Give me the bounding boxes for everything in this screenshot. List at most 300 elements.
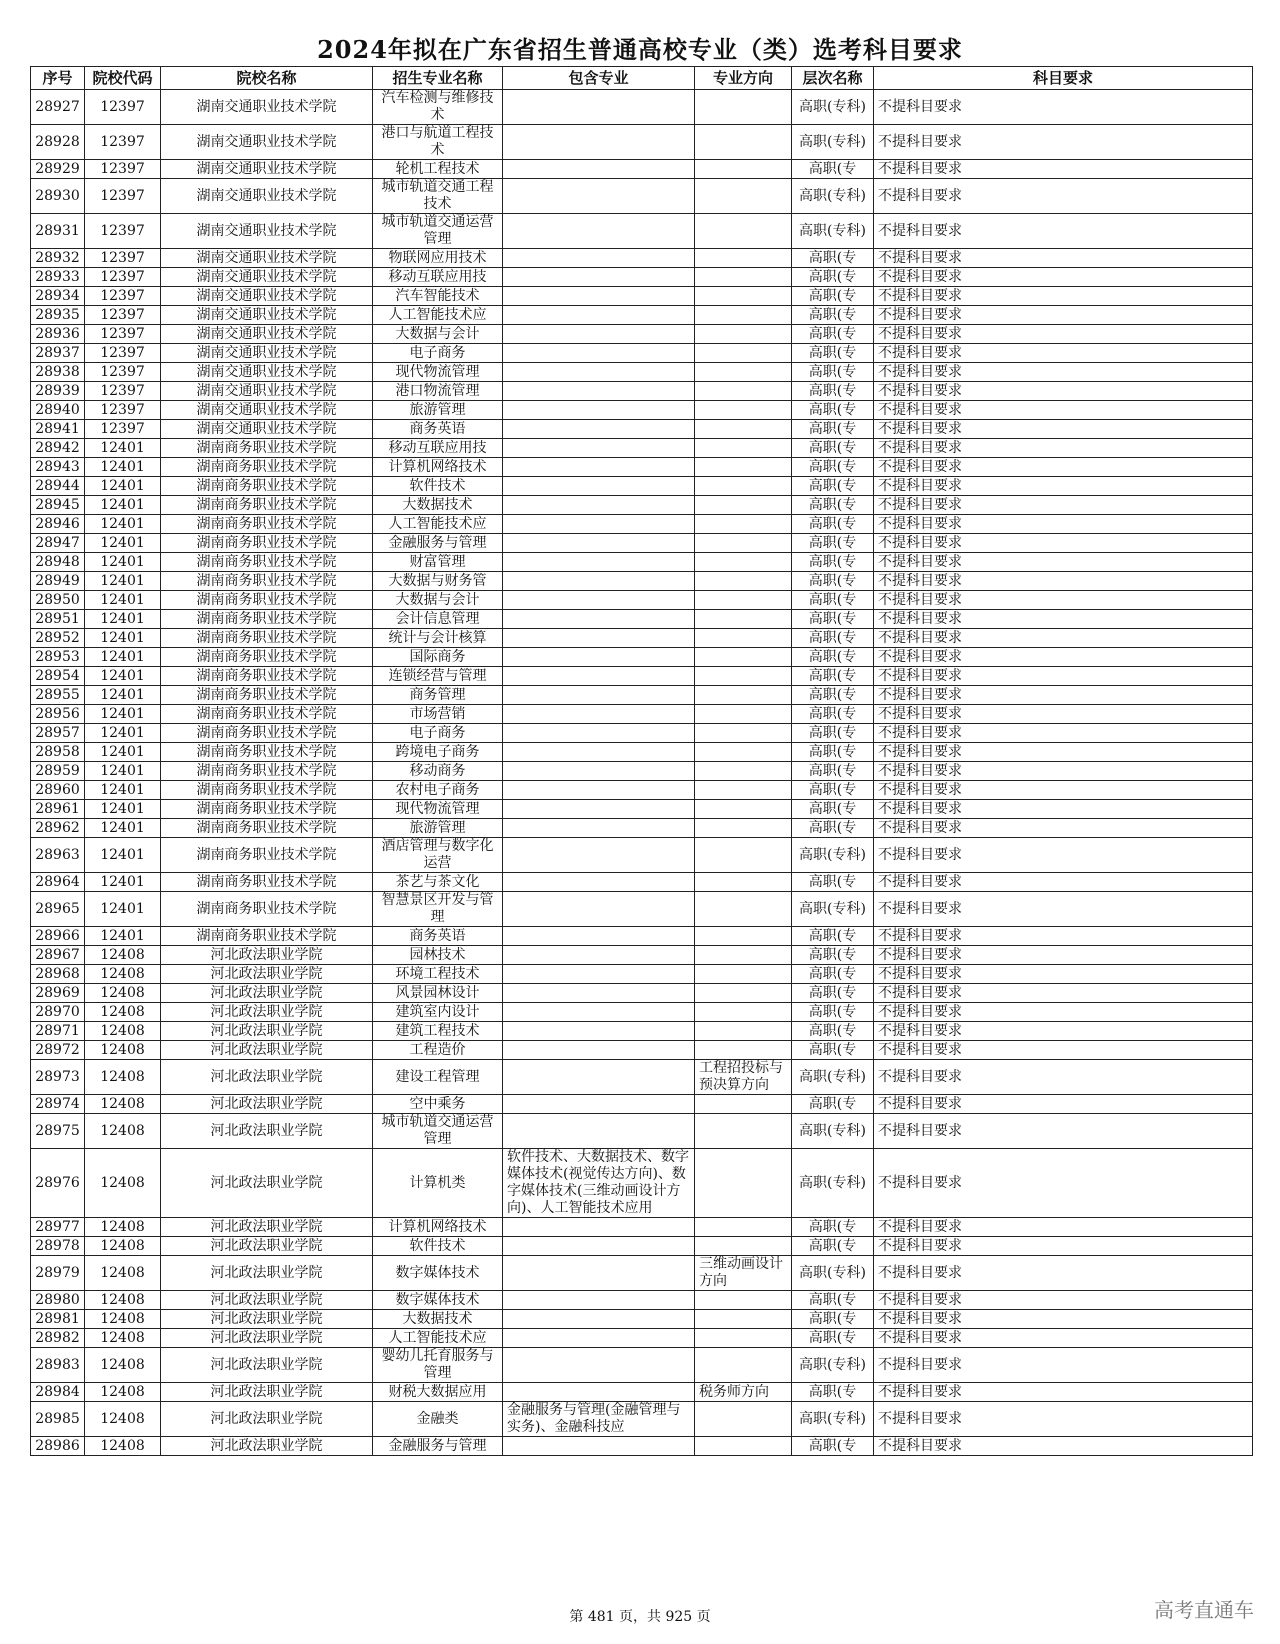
cell-included-majors (503, 214, 695, 249)
cell-included-majors (503, 724, 695, 743)
cell-included-majors (503, 90, 695, 125)
table-row (31, 1310, 1253, 1329)
cell-included-majors (503, 1041, 695, 1060)
cell-school-code: 12408 (85, 1218, 161, 1237)
cell-subject-requirement: 不提科目要求 (874, 629, 1253, 648)
cell-direction (695, 496, 792, 515)
cell-subject-requirement: 不提科目要求 (874, 743, 1253, 762)
header-included-majors: 包含专业 (503, 67, 695, 90)
cell-major-name: 财富管理 (373, 553, 503, 572)
cell-level: 高职(专科) (792, 90, 874, 125)
cell-school-code: 12401 (85, 800, 161, 819)
table-row (31, 214, 1253, 249)
cell-included-majors (503, 515, 695, 534)
cell-included-majors (503, 401, 695, 420)
cell-included-majors: 金融服务与管理(金融管理与实务)、金融科技应 (503, 1402, 695, 1437)
cell-subject-requirement: 不提科目要求 (874, 477, 1253, 496)
cell-school-name: 湖南商务职业技术学院 (161, 873, 373, 892)
cell-included-majors (503, 420, 695, 439)
cell-included-majors (503, 892, 695, 927)
table-row (31, 1218, 1253, 1237)
cell-level: 高职(专 (792, 160, 874, 179)
cell-major-name: 轮机工程技术 (373, 160, 503, 179)
cell-major-name: 港口与航道工程技术 (373, 125, 503, 160)
table-row (31, 515, 1253, 534)
cell-major-name: 数字媒体技术 (373, 1291, 503, 1310)
cell-school-code: 12408 (85, 1022, 161, 1041)
cell-school-code: 12401 (85, 458, 161, 477)
cell-level: 高职(专 (792, 306, 874, 325)
cell-school-code: 12397 (85, 90, 161, 125)
cell-included-majors (503, 439, 695, 458)
cell-major-name: 连锁经营与管理 (373, 667, 503, 686)
page-footer: 第 481 页，共 925 页 (569, 1609, 711, 1625)
cell-index: 28955 (31, 686, 85, 705)
cell-major-name: 计算机类 (373, 1149, 503, 1218)
cell-subject-requirement: 不提科目要求 (874, 1383, 1253, 1402)
cell-included-majors (503, 363, 695, 382)
cell-school-code: 12401 (85, 477, 161, 496)
cell-index: 28950 (31, 591, 85, 610)
cell-school-name: 河北政法职业学院 (161, 1402, 373, 1437)
cell-level: 高职(专 (792, 534, 874, 553)
cell-direction (695, 1402, 792, 1437)
cell-direction (695, 1149, 792, 1218)
cell-included-majors (503, 1095, 695, 1114)
cell-major-name: 大数据技术 (373, 496, 503, 515)
cell-index: 28974 (31, 1095, 85, 1114)
cell-subject-requirement: 不提科目要求 (874, 838, 1253, 873)
table-row (31, 838, 1253, 873)
cell-major-name: 跨境电子商务 (373, 743, 503, 762)
cell-school-code: 12401 (85, 591, 161, 610)
cell-level: 高职(专 (792, 458, 874, 477)
cell-level: 高职(专 (792, 965, 874, 984)
cell-level: 高职(专 (792, 1437, 874, 1456)
cell-included-majors (503, 344, 695, 363)
cell-direction (695, 420, 792, 439)
cell-school-code: 12397 (85, 401, 161, 420)
cell-subject-requirement: 不提科目要求 (874, 1237, 1253, 1256)
cell-index: 28935 (31, 306, 85, 325)
cell-subject-requirement: 不提科目要求 (874, 648, 1253, 667)
cell-included-majors (503, 743, 695, 762)
cell-school-name: 湖南交通职业技术学院 (161, 344, 373, 363)
table-row (31, 927, 1253, 946)
cell-subject-requirement: 不提科目要求 (874, 1022, 1253, 1041)
cell-subject-requirement: 不提科目要求 (874, 1310, 1253, 1329)
cell-level: 高职(专科) (792, 179, 874, 214)
table-row (31, 667, 1253, 686)
table-row (31, 363, 1253, 382)
table-row (31, 249, 1253, 268)
cell-school-code: 12401 (85, 515, 161, 534)
cell-included-majors (503, 125, 695, 160)
cell-level: 高职(专 (792, 1237, 874, 1256)
table-row (31, 401, 1253, 420)
cell-level: 高职(专 (792, 268, 874, 287)
cell-subject-requirement: 不提科目要求 (874, 1256, 1253, 1291)
cell-level: 高职(专 (792, 382, 874, 401)
cell-level: 高职(专 (792, 800, 874, 819)
cell-included-majors: 软件技术、大数据技术、数字媒体技术(视觉传达方向)、数字媒体技术(三维动画设计方向)、人工智能技术应用 (503, 1149, 695, 1218)
cell-school-name: 湖南交通职业技术学院 (161, 382, 373, 401)
cell-direction (695, 984, 792, 1003)
cell-school-code: 12408 (85, 1149, 161, 1218)
cell-index: 28970 (31, 1003, 85, 1022)
cell-direction (695, 965, 792, 984)
cell-direction (695, 214, 792, 249)
cell-school-code: 12408 (85, 1041, 161, 1060)
cell-level: 高职(专 (792, 781, 874, 800)
cell-index: 28951 (31, 610, 85, 629)
table-row (31, 325, 1253, 344)
cell-school-name: 湖南商务职业技术学院 (161, 927, 373, 946)
cell-direction (695, 1114, 792, 1149)
cell-included-majors (503, 249, 695, 268)
cell-subject-requirement: 不提科目要求 (874, 306, 1253, 325)
cell-direction (695, 800, 792, 819)
cell-school-code: 12401 (85, 781, 161, 800)
cell-index: 28959 (31, 762, 85, 781)
cell-school-code: 12408 (85, 1383, 161, 1402)
table-row (31, 1237, 1253, 1256)
cell-school-name: 湖南交通职业技术学院 (161, 420, 373, 439)
cell-subject-requirement: 不提科目要求 (874, 724, 1253, 743)
cell-major-name: 会计信息管理 (373, 610, 503, 629)
cell-direction (695, 363, 792, 382)
cell-index: 28932 (31, 249, 85, 268)
cell-level: 高职(专 (792, 1383, 874, 1402)
cell-direction (695, 1095, 792, 1114)
cell-direction (695, 477, 792, 496)
cell-included-majors (503, 1022, 695, 1041)
cell-index: 28942 (31, 439, 85, 458)
table-row (31, 648, 1253, 667)
cell-level: 高职(专科) (792, 1060, 874, 1095)
cell-level: 高职(专 (792, 1095, 874, 1114)
cell-school-code: 12401 (85, 927, 161, 946)
cell-subject-requirement: 不提科目要求 (874, 515, 1253, 534)
cell-index: 28983 (31, 1348, 85, 1383)
cell-subject-requirement: 不提科目要求 (874, 160, 1253, 179)
cell-included-majors (503, 610, 695, 629)
cell-level: 高职(专 (792, 648, 874, 667)
cell-level: 高职(专 (792, 553, 874, 572)
cell-index: 28973 (31, 1060, 85, 1095)
cell-direction (695, 458, 792, 477)
cell-level: 高职(专 (792, 1003, 874, 1022)
cell-included-majors (503, 1114, 695, 1149)
cell-school-code: 12397 (85, 382, 161, 401)
cell-major-name: 空中乘务 (373, 1095, 503, 1114)
table-row (31, 496, 1253, 515)
cell-index: 28946 (31, 515, 85, 534)
cell-level: 高职(专 (792, 610, 874, 629)
cell-school-code: 12401 (85, 534, 161, 553)
cell-school-name: 湖南商务职业技术学院 (161, 458, 373, 477)
cell-level: 高职(专 (792, 477, 874, 496)
cell-included-majors (503, 705, 695, 724)
cell-level: 高职(专 (792, 946, 874, 965)
cell-major-name: 建筑工程技术 (373, 1022, 503, 1041)
cell-school-code: 12408 (85, 965, 161, 984)
cell-major-name: 移动互联应用技 (373, 268, 503, 287)
table-row (31, 1348, 1253, 1383)
cell-major-name: 城市轨道交通运营管理 (373, 1114, 503, 1149)
cell-index: 28964 (31, 873, 85, 892)
cell-index: 28928 (31, 125, 85, 160)
table-row (31, 1022, 1253, 1041)
cell-school-name: 河北政法职业学院 (161, 1041, 373, 1060)
cell-included-majors (503, 838, 695, 873)
cell-major-name: 统计与会计核算 (373, 629, 503, 648)
cell-school-name: 河北政法职业学院 (161, 1291, 373, 1310)
cell-school-name: 河北政法职业学院 (161, 1329, 373, 1348)
cell-direction (695, 610, 792, 629)
header-major-name: 招生专业名称 (373, 67, 503, 90)
cell-direction: 三维动画设计方向 (695, 1256, 792, 1291)
cell-subject-requirement: 不提科目要求 (874, 965, 1253, 984)
cell-subject-requirement: 不提科目要求 (874, 591, 1253, 610)
header-school-code: 院校代码 (85, 67, 161, 90)
table-row (31, 287, 1253, 306)
cell-included-majors (503, 591, 695, 610)
table-row (31, 439, 1253, 458)
cell-index: 28941 (31, 420, 85, 439)
cell-direction (695, 743, 792, 762)
cell-level: 高职(专科) (792, 1114, 874, 1149)
cell-index: 28956 (31, 705, 85, 724)
cell-school-code: 12401 (85, 553, 161, 572)
cell-index: 28953 (31, 648, 85, 667)
cell-direction (695, 946, 792, 965)
cell-index: 28938 (31, 363, 85, 382)
cell-included-majors (503, 160, 695, 179)
cell-major-name: 汽车检测与维修技术 (373, 90, 503, 125)
cell-school-code: 12408 (85, 1060, 161, 1095)
cell-direction (695, 325, 792, 344)
cell-major-name: 电子商务 (373, 724, 503, 743)
cell-major-name: 工程造价 (373, 1041, 503, 1060)
cell-level: 高职(专 (792, 1218, 874, 1237)
cell-major-name: 现代物流管理 (373, 363, 503, 382)
cell-school-name: 河北政法职业学院 (161, 965, 373, 984)
cell-subject-requirement: 不提科目要求 (874, 125, 1253, 160)
cell-included-majors (503, 873, 695, 892)
cell-index: 28962 (31, 819, 85, 838)
table-row (31, 610, 1253, 629)
cell-direction (695, 1022, 792, 1041)
cell-major-name: 酒店管理与数字化运营 (373, 838, 503, 873)
cell-major-name: 大数据与财务管 (373, 572, 503, 591)
cell-direction (695, 667, 792, 686)
cell-school-name: 湖南商务职业技术学院 (161, 515, 373, 534)
cell-level: 高职(专 (792, 401, 874, 420)
cell-index: 28985 (31, 1402, 85, 1437)
cell-subject-requirement: 不提科目要求 (874, 800, 1253, 819)
cell-subject-requirement: 不提科目要求 (874, 984, 1253, 1003)
header-school-name: 院校名称 (161, 67, 373, 90)
cell-level: 高职(专科) (792, 125, 874, 160)
cell-included-majors (503, 1291, 695, 1310)
cell-school-code: 12401 (85, 743, 161, 762)
cell-school-name: 湖南商务职业技术学院 (161, 553, 373, 572)
cell-school-name: 河北政法职业学院 (161, 1218, 373, 1237)
table-row (31, 1060, 1253, 1095)
cell-included-majors (503, 534, 695, 553)
cell-major-name: 城市轨道交通运营管理 (373, 214, 503, 249)
cell-subject-requirement: 不提科目要求 (874, 762, 1253, 781)
cell-direction (695, 1329, 792, 1348)
table-row (31, 965, 1253, 984)
cell-subject-requirement: 不提科目要求 (874, 927, 1253, 946)
cell-level: 高职(专 (792, 984, 874, 1003)
cell-level: 高职(专 (792, 873, 874, 892)
cell-major-name: 农村电子商务 (373, 781, 503, 800)
cell-subject-requirement: 不提科目要求 (874, 268, 1253, 287)
cell-school-code: 12401 (85, 610, 161, 629)
cell-school-name: 湖南商务职业技术学院 (161, 686, 373, 705)
cell-index: 28949 (31, 572, 85, 591)
cell-major-name: 商务英语 (373, 420, 503, 439)
cell-major-name: 旅游管理 (373, 819, 503, 838)
cell-school-code: 12397 (85, 306, 161, 325)
cell-level: 高职(专 (792, 762, 874, 781)
cell-included-majors (503, 572, 695, 591)
cell-school-code: 12408 (85, 1310, 161, 1329)
cell-direction (695, 1237, 792, 1256)
cell-school-name: 湖南商务职业技术学院 (161, 762, 373, 781)
cell-school-code: 12408 (85, 1237, 161, 1256)
cell-school-name: 湖南交通职业技术学院 (161, 268, 373, 287)
cell-subject-requirement: 不提科目要求 (874, 1437, 1253, 1456)
cell-subject-requirement: 不提科目要求 (874, 1003, 1253, 1022)
cell-level: 高职(专科) (792, 1149, 874, 1218)
table-row (31, 705, 1253, 724)
cell-major-name: 商务管理 (373, 686, 503, 705)
cell-direction (695, 873, 792, 892)
cell-index: 28947 (31, 534, 85, 553)
cell-school-name: 湖南商务职业技术学院 (161, 667, 373, 686)
cell-school-code: 12401 (85, 819, 161, 838)
cell-index: 28940 (31, 401, 85, 420)
cell-subject-requirement: 不提科目要求 (874, 1095, 1253, 1114)
cell-subject-requirement: 不提科目要求 (874, 420, 1253, 439)
cell-major-name: 建筑室内设计 (373, 1003, 503, 1022)
cell-index: 28963 (31, 838, 85, 873)
cell-school-name: 河北政法职业学院 (161, 1348, 373, 1383)
cell-included-majors (503, 1437, 695, 1456)
cell-school-name: 湖南交通职业技术学院 (161, 363, 373, 382)
cell-index: 28952 (31, 629, 85, 648)
cell-direction (695, 515, 792, 534)
cell-major-name: 大数据与会计 (373, 325, 503, 344)
cell-index: 28939 (31, 382, 85, 401)
table-body (31, 90, 1253, 1456)
table-row (31, 629, 1253, 648)
cell-direction (695, 572, 792, 591)
cell-subject-requirement: 不提科目要求 (874, 1329, 1253, 1348)
table-row (31, 873, 1253, 892)
cell-index: 28984 (31, 1383, 85, 1402)
cell-direction (695, 160, 792, 179)
cell-index: 28971 (31, 1022, 85, 1041)
cell-school-code: 12397 (85, 179, 161, 214)
cell-level: 高职(专 (792, 629, 874, 648)
cell-index: 28930 (31, 179, 85, 214)
table-row (31, 1041, 1253, 1060)
table-row (31, 781, 1253, 800)
cell-level: 高职(专 (792, 819, 874, 838)
cell-school-code: 12397 (85, 268, 161, 287)
cell-level: 高职(专 (792, 1291, 874, 1310)
cell-level: 高职(专 (792, 420, 874, 439)
cell-included-majors (503, 1237, 695, 1256)
cell-level: 高职(专 (792, 927, 874, 946)
cell-direction (695, 306, 792, 325)
cell-major-name: 人工智能技术应 (373, 515, 503, 534)
table-row (31, 1437, 1253, 1456)
cell-index: 28966 (31, 927, 85, 946)
cell-subject-requirement: 不提科目要求 (874, 179, 1253, 214)
cell-school-name: 湖南商务职业技术学院 (161, 648, 373, 667)
cell-direction (695, 1437, 792, 1456)
cell-subject-requirement: 不提科目要求 (874, 892, 1253, 927)
cell-level: 高职(专 (792, 344, 874, 363)
cell-direction (695, 90, 792, 125)
cell-direction (695, 1041, 792, 1060)
cell-subject-requirement: 不提科目要求 (874, 553, 1253, 572)
cell-subject-requirement: 不提科目要求 (874, 1041, 1253, 1060)
table-row (31, 125, 1253, 160)
cell-school-code: 12401 (85, 838, 161, 873)
cell-direction (695, 591, 792, 610)
cell-subject-requirement: 不提科目要求 (874, 325, 1253, 344)
cell-school-code: 12397 (85, 363, 161, 382)
cell-direction (695, 287, 792, 306)
table-row (31, 160, 1253, 179)
cell-school-code: 12397 (85, 325, 161, 344)
cell-included-majors (503, 325, 695, 344)
cell-school-name: 湖南商务职业技术学院 (161, 496, 373, 515)
cell-subject-requirement: 不提科目要求 (874, 287, 1253, 306)
cell-level: 高职(专 (792, 515, 874, 534)
cell-index: 28961 (31, 800, 85, 819)
table-row (31, 724, 1253, 743)
cell-direction (695, 401, 792, 420)
cell-school-name: 湖南商务职业技术学院 (161, 572, 373, 591)
cell-included-majors (503, 946, 695, 965)
cell-direction (695, 382, 792, 401)
cell-school-name: 河北政法职业学院 (161, 946, 373, 965)
cell-subject-requirement: 不提科目要求 (874, 1114, 1253, 1149)
cell-index: 28948 (31, 553, 85, 572)
cell-level: 高职(专科) (792, 214, 874, 249)
cell-school-code: 12408 (85, 1437, 161, 1456)
cell-direction (695, 249, 792, 268)
cell-index: 28934 (31, 287, 85, 306)
requirements-table (30, 66, 1253, 1456)
cell-school-name: 湖南商务职业技术学院 (161, 610, 373, 629)
cell-level: 高职(专 (792, 667, 874, 686)
table-row (31, 591, 1253, 610)
cell-included-majors (503, 667, 695, 686)
cell-included-majors (503, 382, 695, 401)
table-header-row (31, 67, 1253, 90)
cell-direction (695, 819, 792, 838)
cell-index: 28944 (31, 477, 85, 496)
